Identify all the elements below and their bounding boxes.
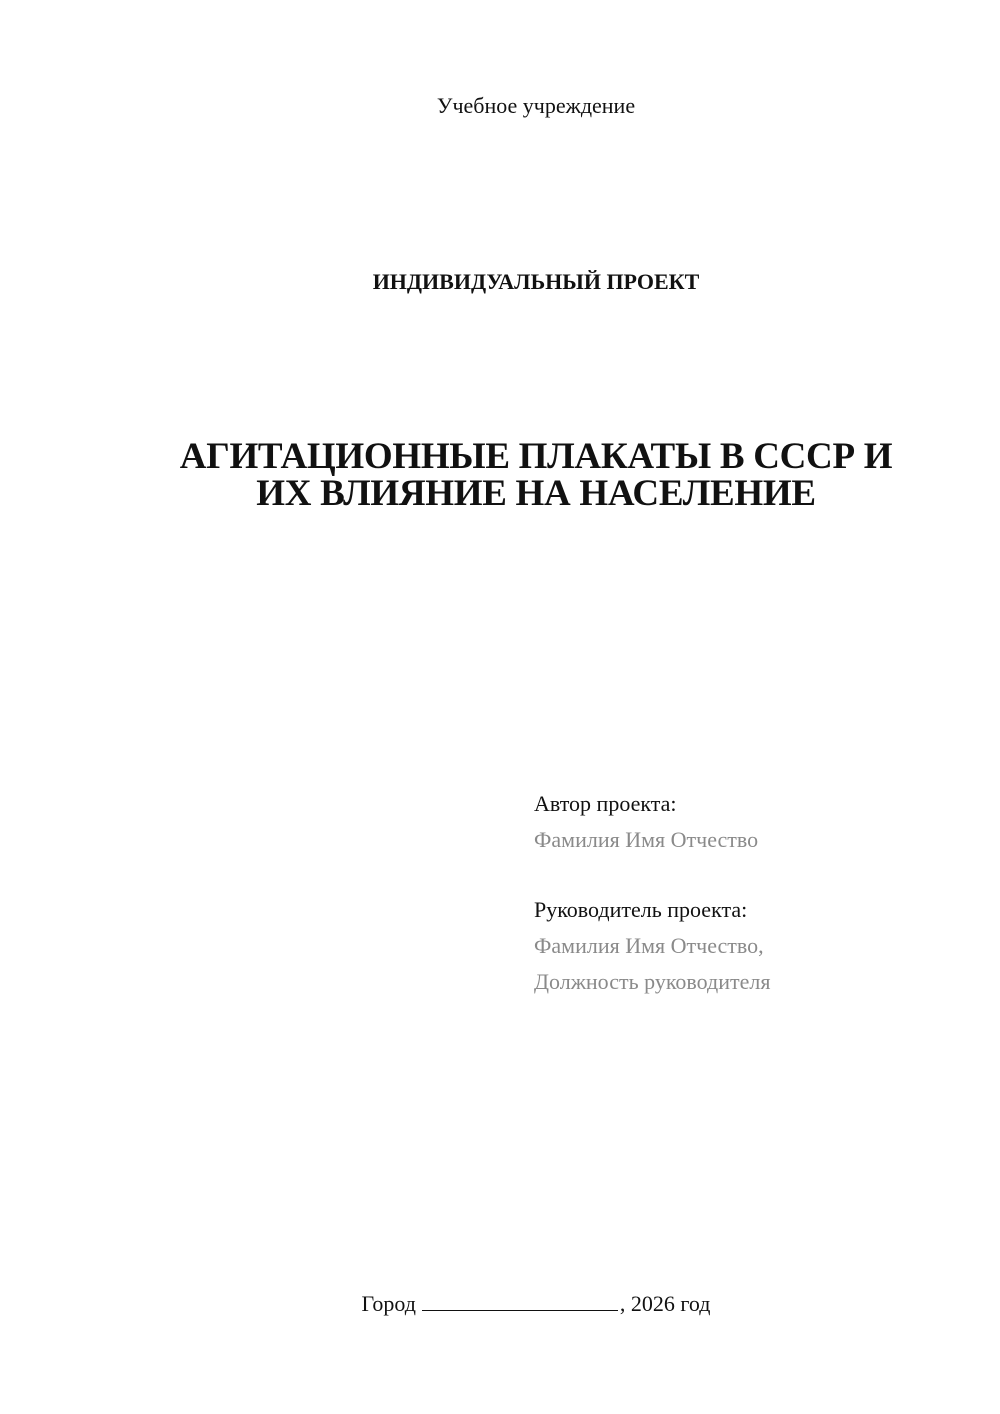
project-title-line-1: АГИТАЦИОННЫЕ ПЛАКАТЫ В СССР И [179, 436, 893, 477]
supervisor-name-placeholder: Фамилия Имя Отчество, [534, 933, 764, 958]
author-label: Автор проекта: [534, 791, 677, 816]
author-name-placeholder: Фамилия Имя Отчество [534, 827, 759, 852]
project-title-line-2: ИХ ВЛИЯНИЕ НА НАСЕЛЕНИЕ [256, 473, 816, 514]
city-label: Город [361, 1291, 416, 1316]
project-type-heading: ИНДИВИДУАЛЬНЫЙ ПРОЕКТ [372, 269, 700, 294]
year-text: , 2026 год [619, 1291, 711, 1316]
city-year-line [0, 1288, 1000, 1320]
project-title [100, 438, 972, 512]
author-block [534, 786, 974, 858]
supervisor-label: Руководитель проекта: [534, 897, 748, 922]
institution-name: Учебное учреждение [436, 93, 636, 118]
supervisor-block [534, 892, 974, 1000]
city-blank-line [422, 1309, 618, 1311]
supervisor-position-placeholder: Должность руководителя [534, 969, 771, 994]
